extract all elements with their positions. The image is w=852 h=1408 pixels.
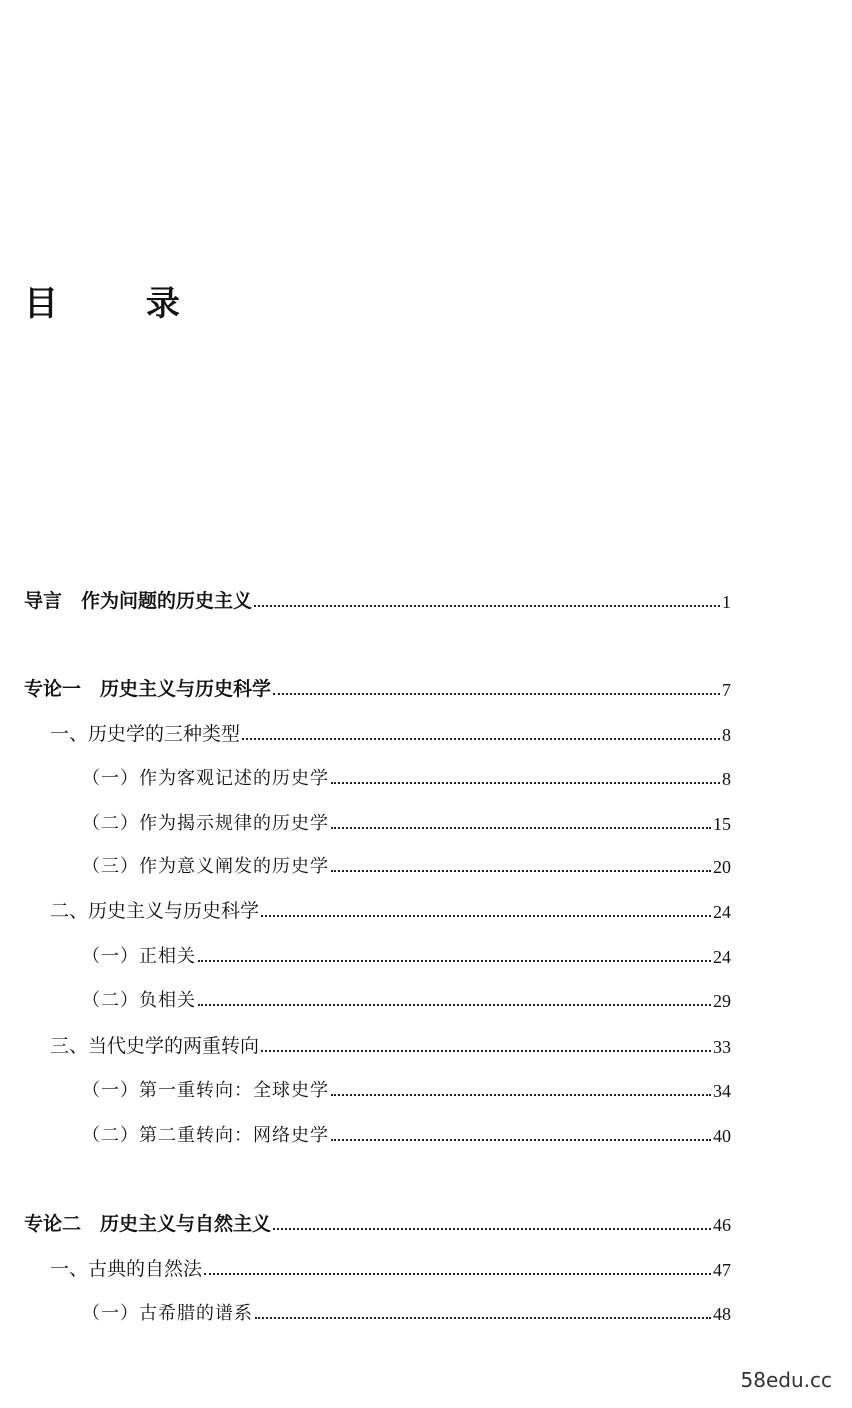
toc-entry-page: 48 [713,1304,731,1324]
toc-entry-page: 24 [713,902,731,922]
toc-entry-label: （二）第二重转向：网络史学 [82,1125,329,1146]
toc-entry[interactable] [82,762,731,790]
toc-entry-label: 专论一 历史主义与历史科学 [24,678,272,700]
dot-leader [273,693,720,695]
toc-entry-label: 三、当代史学的两重转向 [50,1035,260,1057]
toc-entry[interactable] [82,940,731,968]
toc-entry[interactable] [82,807,731,835]
toc-entry-label: （一）古希腊的谱系 [82,1303,253,1324]
dot-leader [198,960,711,962]
toc-entry[interactable] [82,1119,731,1147]
dot-leader [331,1139,711,1141]
toc-entry-label: 一、历史学的三种类型 [50,723,241,745]
toc-entry-label: 二、历史主义与历史科学 [50,900,260,922]
dot-leader [331,827,711,829]
toc-entry-page: 8 [722,769,731,789]
toc-entry-page: 34 [713,1081,731,1101]
toc-entry-page: 47 [713,1260,731,1280]
dot-leader [204,1273,711,1275]
toc-entry[interactable] [50,1030,731,1058]
toc-entry-page: 15 [713,814,731,834]
dot-leader [198,1004,711,1006]
dot-leader [331,870,711,872]
toc-entry-page: 20 [713,857,731,877]
page-title: 目 录 [24,284,218,324]
toc-entry[interactable] [50,718,731,746]
toc-entry[interactable] [24,585,731,613]
toc-entry[interactable] [82,984,731,1012]
toc-entry-label: （三）作为意义阐发的历史学 [82,856,329,877]
dot-leader [273,1228,711,1230]
toc-entry-label: 专论二 历史主义与自然主义 [24,1213,272,1235]
toc-entry-label: （二）作为揭示规律的历史学 [82,813,329,834]
dot-leader [261,1050,711,1052]
dot-leader [254,605,720,607]
toc-entry-page: 1 [722,592,731,612]
toc-entry[interactable] [82,1074,731,1102]
toc-entry[interactable] [24,1208,731,1236]
toc-entry-page: 46 [713,1215,731,1235]
toc-entry-label: 导言 作为问题的历史主义 [24,590,253,612]
toc-entry[interactable] [82,850,731,878]
toc-entry[interactable] [50,1253,731,1281]
toc-entry-label: （一）作为客观记述的历史学 [82,768,329,789]
toc-entry-page: 7 [722,680,731,700]
toc-entry-page: 29 [713,991,731,1011]
dot-leader [242,738,720,740]
watermark: 58edu.cc [740,1368,832,1392]
toc-entry-label: （二）负相关 [82,990,196,1011]
dot-leader [255,1317,711,1319]
toc-entry[interactable] [50,895,731,923]
toc-entry[interactable] [24,673,731,701]
toc-entry-page: 40 [713,1126,731,1146]
toc-entry-label: 一、古典的自然法 [50,1258,203,1280]
toc-entry-label: （一）第一重转向：全球史学 [82,1080,329,1101]
dot-leader [331,782,720,784]
dot-leader [331,1094,711,1096]
toc-entry-label: （一）正相关 [82,946,196,967]
toc-entry-page: 8 [722,725,731,745]
dot-leader [261,915,711,917]
toc-entry-page: 33 [713,1037,731,1057]
toc-entry[interactable] [82,1297,731,1325]
toc-entry-page: 24 [713,947,731,967]
